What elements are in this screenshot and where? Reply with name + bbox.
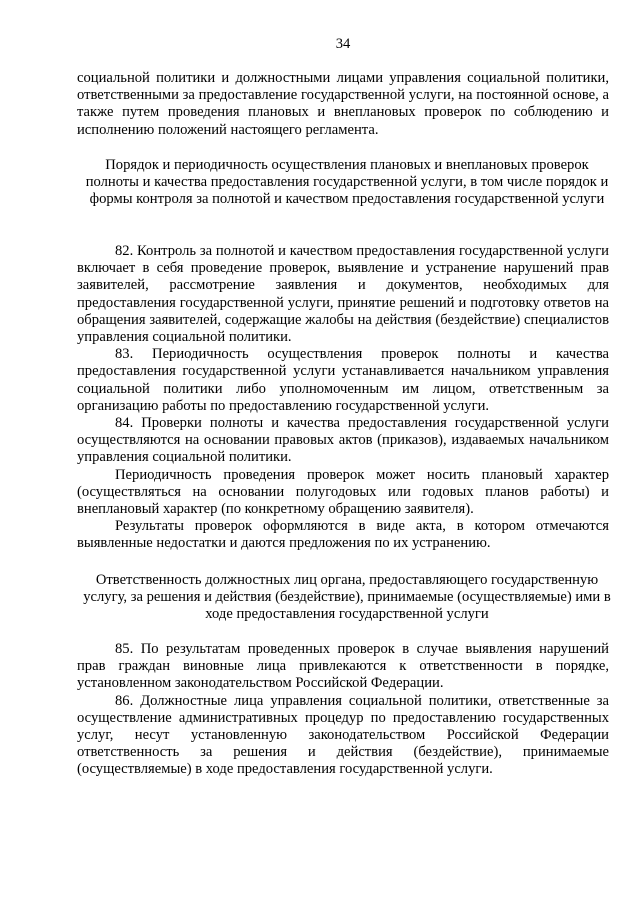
paragraph-84: 84. Проверки полноты и качества предоставления государственной услуги осуществляются на основании правовых актов (приказов), издаваемых начальником управления социальной политики.	[77, 415, 609, 466]
page-number: 34	[335, 36, 351, 52]
continuation-paragraph: социальной политики и должностными лицами управления социальной политики, ответственными за предоставление государственной услуги, на постоянной основе, а также путем проведения плановых и внеплановых проверок по соблюдению и исполнению положений настоящего регламента.	[77, 70, 609, 138]
section-body-responsibility	[77, 641, 609, 779]
paragraph-83: 83. Периодичность осуществления проверок полноты и качества предоставления государственной услуги устанавливается начальником управления социальной политики либо уполномоченным им лицом, ответственным за организацию работы по предоставлению государственной услуги.	[77, 346, 609, 414]
paragraph-86: 86. Должностные лица управления социальной политики, ответственные за осуществление административных процедур по предоставлению государственных услуг, несут установленную законодательством Российской Федерации ответственность за решения и действия (бездействие), принимаемые (осуществляемые) в ходе предоставления государственной услуги.	[77, 692, 609, 778]
section-heading-responsibility: Ответственность должностных лиц органа, предоставляющего государственную услугу, за решения и действия (бездействие), принимаемые (осуществляемые) ими в ходе предоставления государственной услуги	[83, 572, 611, 623]
section-heading-control: Порядок и периодичность осуществления плановых и внеплановых проверок полноты и качества предоставления государственной услуги, в том числе порядок и формы контроля за полнотой и качеством предоставления государственной услуги	[85, 157, 609, 208]
section-body-control	[77, 243, 609, 553]
paragraph-inspection-results: Результаты проверок оформляются в виде акта, в котором отмечаются выявленные недостатки и даются предложения по их устранению.	[77, 518, 609, 552]
paragraph-85: 85. По результатам проведенных проверок в случае выявления нарушений прав граждан виновные лица привлекаются к ответственности в порядке, установленном законодательством Российской Федерации.	[77, 641, 609, 692]
paragraph-82: 82. Контроль за полнотой и качеством предоставления государственной услуги включает в себя проведение проверок, выявление и устранение нарушений прав заявителей, рассмотрение заявления и документов, необходимых для предоставления государственной услуги, принятие решений и подготовку ответов на обращения заявителей, содержащие жалобы на действия (бездействие) специалистов управления социальной политики.	[77, 243, 609, 346]
paragraph-inspection-frequency: Периодичность проведения проверок может носить плановый характер (осуществляться на основании полугодовых или годовых планов работы) и внеплановый характер (по конкретному обращению заявителя).	[77, 466, 609, 518]
